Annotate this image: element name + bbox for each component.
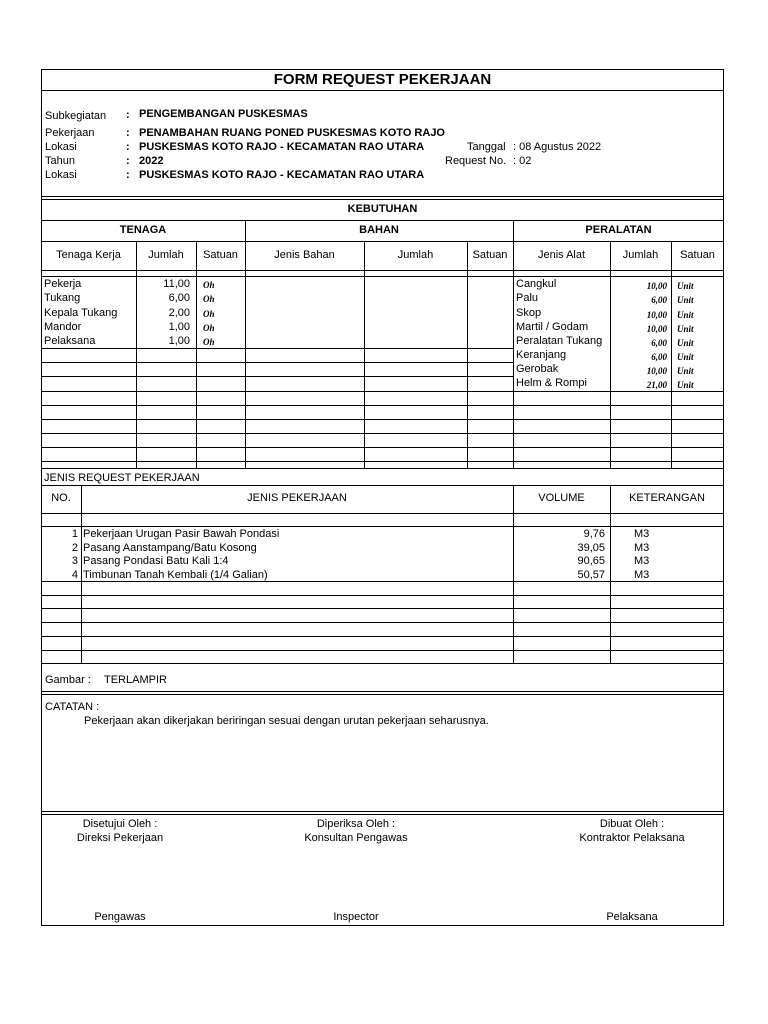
divider <box>41 241 724 242</box>
col-jenis-alat: Jenis Alat <box>537 249 586 261</box>
row-no: 4 <box>71 569 78 581</box>
row-no: 3 <box>71 555 78 567</box>
tenaga-unit: Oh <box>203 309 215 319</box>
divider <box>41 691 724 692</box>
row-line <box>41 405 724 406</box>
row-line <box>41 419 724 420</box>
col-tenaga-kerja: Tenaga Kerja <box>56 249 121 261</box>
col-jumlah: Jumlah <box>622 249 659 261</box>
alat-unit: Unit <box>677 338 694 348</box>
request-value: : 02 <box>513 155 532 167</box>
subkegiatan-value: PENGEMBANGAN PUSKESMAS <box>139 108 308 120</box>
tanggal-label: Tanggal <box>467 141 506 153</box>
tenaga-name: Pelaksana <box>44 335 96 347</box>
row-line <box>41 650 724 651</box>
sign-role: Konsultan Pengawas <box>304 832 408 844</box>
tenaga-qty: 11,00 <box>163 278 190 290</box>
lokasi-value: PUSKESMAS KOTO RAJO - KECAMATAN RAO UTARA <box>139 141 425 153</box>
col-satuan: Satuan <box>472 249 508 261</box>
col-jenis-bahan: Jenis Bahan <box>274 249 335 261</box>
row-jenis: Pasang Aanstampang/Batu Kosong <box>83 542 257 554</box>
tahun-value: 2022 <box>139 155 164 167</box>
alat-unit: Unit <box>677 366 694 376</box>
gambar-value: TERLAMPIR <box>104 674 167 686</box>
row-ket: M3 <box>634 569 650 581</box>
tenaga-qty: 1,00 <box>168 335 190 347</box>
catatan-text: Pekerjaan akan dikerjakan beriringan sesuai dengan urutan pekerjaan seharusnya. <box>84 715 489 727</box>
alat-unit: Unit <box>677 324 694 334</box>
alat-qty: 10,00 <box>646 310 667 320</box>
peralatan-title: PERALATAN <box>585 224 652 236</box>
row-line <box>41 348 513 349</box>
tenaga-qty: 6,00 <box>168 292 190 304</box>
alat-qty: 10,00 <box>646 281 667 291</box>
row-jenis: Pekerjaan Urugan Pasir Bawah Pondasi <box>83 528 280 540</box>
colon: : <box>126 109 130 121</box>
col-no: NO. <box>51 492 71 504</box>
colon: : <box>126 127 130 139</box>
subkegiatan-label: Subkegiatan <box>45 110 107 122</box>
divider <box>41 694 724 695</box>
row-no: 1 <box>71 528 78 540</box>
alat-qty: 10,00 <box>646 366 667 376</box>
colon: : <box>126 155 130 167</box>
tenaga-unit: Oh <box>203 323 215 333</box>
row-line <box>41 468 724 469</box>
row-jenis: Pasang Pondasi Batu Kali 1:4 <box>83 555 229 567</box>
row-line <box>41 663 724 664</box>
divider <box>41 811 724 812</box>
kebutuhan-title: KEBUTUHAN <box>347 203 418 215</box>
sign-role: Kontraktor Pelaksana <box>579 832 685 844</box>
alat-unit: Unit <box>677 352 694 362</box>
sign-label: Dibuat Oleh : <box>599 818 665 830</box>
pekerjaan-label: Pekerjaan <box>45 127 95 139</box>
tenaga-name: Pekerja <box>44 278 82 290</box>
tenaga-title: TENAGA <box>119 224 167 236</box>
tanggal-value: : 08 Agustus 2022 <box>513 141 602 153</box>
alat-qty: 6,00 <box>651 295 667 305</box>
sign-role: Direksi Pekerjaan <box>76 832 164 844</box>
request-label: Request No. <box>445 155 507 167</box>
row-volume: 50,57 <box>577 569 605 581</box>
divider <box>41 270 724 271</box>
row-ket: M3 <box>634 555 650 567</box>
row-line <box>41 447 724 448</box>
tenaga-name: Kepala Tukang <box>44 307 118 319</box>
row-line <box>41 433 724 434</box>
sign-label: Diperiksa Oleh : <box>316 818 396 830</box>
tahun-label: Tahun <box>45 155 75 167</box>
divider <box>41 276 724 277</box>
bahan-title: BAHAN <box>359 224 399 236</box>
col-line <box>245 220 246 468</box>
row-volume: 39,05 <box>577 542 605 554</box>
alat-unit: Unit <box>677 295 694 305</box>
alat-name: Cangkul <box>516 278 557 290</box>
alat-name: Keranjang <box>516 349 567 361</box>
colon: : <box>126 141 130 153</box>
alat-name: Gerobak <box>516 363 559 375</box>
col-line <box>513 220 514 468</box>
alat-name: Helm & Rompi <box>516 377 587 389</box>
divider <box>41 220 724 221</box>
alat-qty: 6,00 <box>651 338 667 348</box>
alat-name: Palu <box>516 292 539 304</box>
alat-name: Martil / Godam <box>516 321 589 333</box>
jenis-request-title: JENIS REQUEST PEKERJAAN <box>44 472 200 484</box>
row-ket: M3 <box>634 542 650 554</box>
alat-qty: 21,00 <box>646 380 667 390</box>
col-jenis-pekerjaan: JENIS PEKERJAAN <box>247 492 347 504</box>
sign-name: Inspector <box>333 911 379 923</box>
tenaga-unit: Oh <box>203 294 215 304</box>
row-line <box>41 622 724 623</box>
col-volume: VOLUME <box>538 492 585 504</box>
form-title: FORM REQUEST PEKERJAAN <box>273 71 492 88</box>
divider <box>41 513 724 514</box>
sign-label: Disetujui Oleh : <box>82 818 158 830</box>
row-line <box>41 595 724 596</box>
col-jumlah: Jumlah <box>148 249 184 261</box>
tenaga-qty: 2,00 <box>168 307 190 319</box>
row-volume: 90,65 <box>577 555 605 567</box>
col-satuan: Satuan <box>680 249 715 261</box>
alat-name: Skop <box>516 307 542 319</box>
divider <box>41 814 724 815</box>
lokasi2-value: PUSKESMAS KOTO RAJO - KECAMATAN RAO UTARA <box>139 169 425 181</box>
row-line <box>41 608 724 609</box>
lokasi2-label: Lokasi <box>45 169 77 181</box>
row-line <box>41 461 724 462</box>
divider <box>41 526 724 527</box>
alat-qty: 6,00 <box>651 352 667 362</box>
col-keterangan: KETERANGAN <box>629 492 705 504</box>
pekerjaan-value: PENAMBAHAN RUANG PONED PUSKESMAS KOTO RAJO <box>139 127 445 139</box>
tenaga-name: Tukang <box>44 292 81 304</box>
row-jenis: Timbunan Tanah Kembali (1/4 Galian) <box>83 569 268 581</box>
tenaga-qty: 1,00 <box>168 321 190 333</box>
lokasi-label: Lokasi <box>45 141 77 153</box>
catatan-label: CATATAN : <box>45 701 100 713</box>
divider <box>41 199 724 200</box>
alat-unit: Unit <box>677 380 694 390</box>
title-divider <box>41 90 724 91</box>
row-no: 2 <box>71 542 78 554</box>
tenaga-unit: Oh <box>203 280 215 290</box>
alat-unit: Unit <box>677 310 694 320</box>
col-jumlah: Jumlah <box>397 249 434 261</box>
sign-name: Pengawas <box>94 911 146 923</box>
colon: : <box>126 169 130 181</box>
tenaga-name: Mandor <box>44 321 82 333</box>
gambar-label: Gambar : <box>45 674 91 686</box>
alat-name: Peralatan Tukang <box>516 335 603 347</box>
row-line <box>41 376 513 377</box>
divider <box>41 196 724 197</box>
tenaga-unit: Oh <box>203 337 215 347</box>
sign-name: Pelaksana <box>606 911 658 923</box>
row-volume: 9,76 <box>583 528 605 540</box>
row-ket: M3 <box>634 528 650 540</box>
col-satuan: Satuan <box>203 249 238 261</box>
row-line <box>41 362 513 363</box>
alat-qty: 10,00 <box>646 324 667 334</box>
alat-unit: Unit <box>677 281 694 291</box>
row-line <box>41 636 724 637</box>
divider <box>41 485 724 486</box>
